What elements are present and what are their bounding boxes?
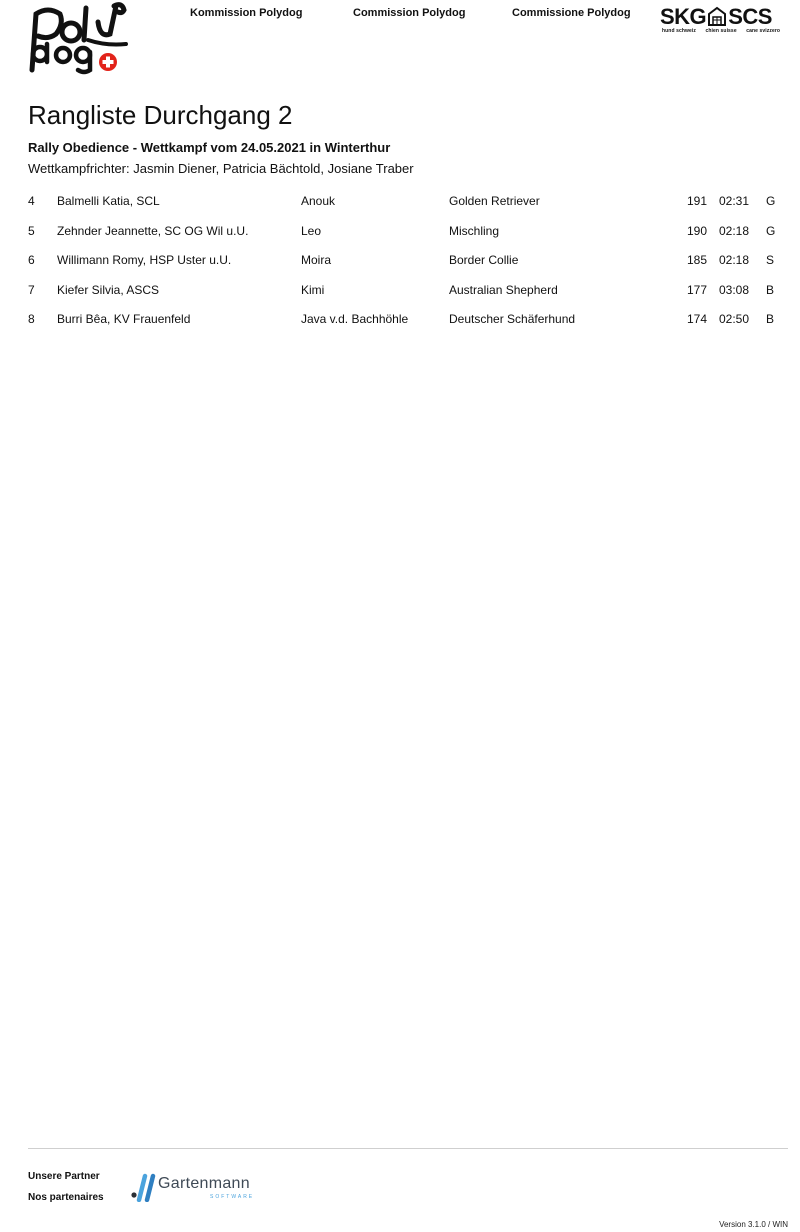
polydog-logo: [26, 0, 132, 78]
partner-label-de: Unsere Partner: [28, 1171, 100, 1182]
result-row: [28, 245, 788, 275]
breed-cell: Border Collie: [449, 253, 519, 267]
points-cell: 191: [687, 194, 708, 208]
gartenmann-logo: [130, 1172, 270, 1204]
breed-cell: Golden Retriever: [449, 194, 540, 208]
points-cell: 174: [687, 312, 708, 326]
breed-cell: Mischling: [449, 223, 500, 238]
handler-cell: Kiefer Silvia, ASCS: [57, 282, 160, 297]
dog-cell: Java v.d. Bachhöhle: [301, 312, 409, 326]
dog-cell: Leo: [301, 223, 322, 238]
time-cell: 02:50: [719, 312, 750, 326]
dog-cell: Moira: [301, 253, 332, 267]
gartenmann-mark-icon: [130, 1172, 160, 1202]
handler-cell: Burri Bêa, KV Frauenfeld: [57, 312, 191, 326]
skg-sub-it: cane svizzero: [746, 28, 781, 34]
page-title: Rangliste Durchgang 2: [28, 100, 293, 130]
version-label: Version 3.1.0 / WIN: [719, 1220, 788, 1229]
grade-cell: G: [766, 194, 776, 208]
grade-cell: B: [766, 312, 775, 326]
time-cell: 02:31: [719, 194, 750, 208]
commission-de: Kommission Polydog: [190, 7, 303, 19]
points-cell: 190: [687, 223, 708, 238]
doghouse-icon: [707, 6, 727, 26]
time-cell: 03:08: [719, 282, 750, 297]
skg-sub-fr: chien suisse: [705, 28, 737, 34]
result-row: [28, 186, 788, 216]
footer-divider: [28, 1148, 788, 1149]
result-row: [28, 304, 788, 334]
skg-logo: [660, 6, 786, 36]
competition-subtitle: Rally Obedience - Wettkampf vom 24.05.2021 in Winterthur: [28, 140, 391, 155]
breed-cell: Deutscher Schäferhund: [449, 312, 576, 326]
handler-cell: Balmelli Katia, SCL: [57, 194, 160, 208]
judges-line: Wettkampfrichter: Jasmin Diener, Patricia Bächtold, Josiane Traber: [28, 161, 414, 176]
time-cell: 02:18: [719, 253, 750, 267]
skg-sub-de: hund schweiz: [662, 28, 696, 34]
rank-cell: 6: [28, 253, 35, 267]
partner-label-fr: Nos partenaires: [28, 1192, 104, 1203]
dog-cell: Kimi: [301, 282, 325, 297]
commission-it: Commissione Polydog: [512, 7, 631, 19]
rank-cell: 5: [28, 223, 35, 238]
grade-cell: G: [766, 223, 776, 238]
result-row: [28, 216, 788, 246]
grade-cell: S: [766, 253, 775, 267]
points-cell: 177: [687, 282, 708, 297]
rank-cell: 7: [28, 282, 35, 297]
result-row: [28, 275, 788, 305]
skg-label: SKG: [660, 4, 707, 29]
gartenmann-name: Gartenmann: [158, 1175, 250, 1192]
points-cell: 185: [687, 253, 708, 267]
time-cell: 02:18: [719, 223, 750, 238]
breed-cell: Australian Shepherd: [449, 282, 558, 297]
grade-cell: B: [766, 282, 775, 297]
dog-cell: Anouk: [301, 194, 336, 208]
commission-fr: Commission Polydog: [353, 7, 466, 19]
scs-label: SCS: [728, 4, 772, 29]
rank-cell: 8: [28, 312, 35, 326]
gartenmann-tagline: SOFTWARE: [210, 1194, 255, 1200]
results-table: [28, 186, 788, 334]
rank-cell: 4: [28, 194, 35, 208]
swiss-cross-icon: [99, 53, 117, 71]
handler-cell: Zehnder Jeannette, SC OG Wil u.U.: [57, 223, 249, 238]
handler-cell: Willimann Romy, HSP Uster u.U.: [57, 253, 232, 267]
